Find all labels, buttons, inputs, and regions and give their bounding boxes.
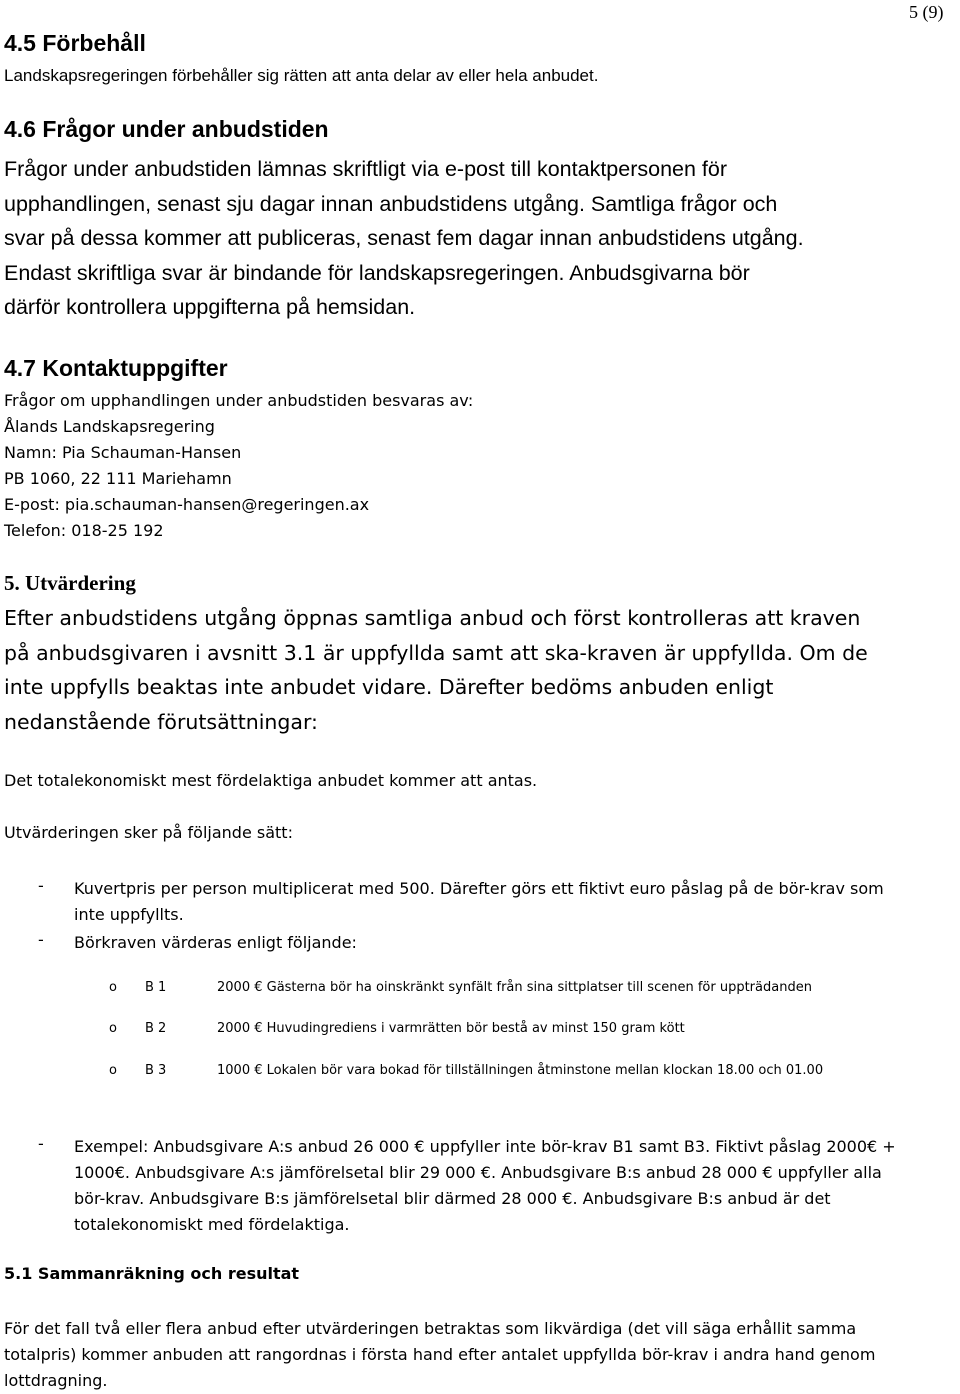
bullet-marker: -: [38, 930, 44, 949]
bullet-item-example: [74, 1134, 896, 1238]
requirement-code: B 3: [145, 1063, 167, 1078]
paragraph-line: Frågor under anbudstiden lämnas skriftligt via e-post till kontaktpersonen för: [4, 157, 728, 181]
paragraph-line: totalpris) kommer anbuden att rangordnas i första hand efter antalet uppfyllda bör-krav i andra hand genom: [4, 1345, 876, 1364]
section-4-6-heading: 4.6 Frågor under anbudstiden: [4, 116, 329, 142]
section-5-1-paragraph: [4, 1316, 875, 1394]
requirement-code: B 1: [145, 980, 167, 995]
contact-phone: Telefon: 018-25 192: [4, 521, 164, 540]
bullet-line: Exempel: Anbudsgivare A:s anbud 26 000 € uppfyller inte bör-krav B1 samt B3. Fiktivt påslag 2000€ +: [74, 1137, 896, 1156]
paragraph-line: svar på dessa kommer att publiceras, senast fem dagar innan anbudstidens utgång.: [4, 226, 804, 250]
bullet-item-price: [74, 876, 884, 928]
bullet-line: totalekonomiskt med fördelaktiga.: [74, 1215, 350, 1234]
sub-bullet-marker: o: [109, 980, 117, 995]
requirement-code: B 2: [145, 1021, 167, 1036]
bullet-line: bör-krav. Anbudsgivare B:s jämförelsetal blir därmed 28 000 €. Anbudsgivare B:s anbud är det: [74, 1189, 831, 1208]
page-number: 5 (9): [909, 2, 944, 22]
paragraph-line: upphandlingen, senast sju dagar innan anbudstidens utgång. Samtliga frågor och: [4, 191, 778, 216]
bullet-line: Börkraven värderas enligt följande:: [74, 933, 357, 952]
paragraph-line: inte uppfylls beaktas inte anbudet vidare. Därefter bedöms anbuden enligt: [4, 675, 774, 699]
section-5-para-2: Utvärderingen sker på följande sätt:: [4, 823, 293, 842]
contact-organization: Ålands Landskapsregering: [4, 417, 215, 436]
contact-email: E-post: pia.schauman-hansen@regeringen.ax: [4, 495, 370, 514]
section-4-5-heading: 4.5 Förbehåll: [4, 30, 146, 56]
sub-bullet-marker: o: [109, 1063, 117, 1078]
section-5-intro: [4, 601, 868, 739]
section-4-5-text: Landskapsregeringen förbehåller sig rätten att anta delar av eller hela anbudet.: [4, 66, 599, 85]
bullet-marker: -: [38, 1134, 44, 1153]
bullet-marker: -: [38, 876, 44, 895]
sub-bullet-marker: o: [109, 1021, 117, 1036]
paragraph-line: nedanstående förutsättningar:: [4, 709, 318, 734]
contact-address: PB 1060, 22 111 Mariehamn: [4, 469, 232, 488]
bullet-line: inte uppfyllts.: [74, 905, 184, 924]
requirement-description: 1000 € Lokalen bör vara bokad för tillställningen åtminstone mellan klockan 18.00 och 01.00: [217, 1063, 824, 1078]
paragraph-line: lottdragning.: [4, 1371, 108, 1390]
requirement-description: 2000 € Huvudingrediens i varmrätten bör bestå av minst 150 gram kött: [217, 1021, 685, 1036]
bullet-line: Kuvertpris per person multiplicerat med 500. Därefter görs ett fiktivt euro påslag på de bör-krav som: [74, 879, 884, 898]
contact-details: [4, 388, 473, 544]
section-5-heading: 5. Utvärdering: [4, 571, 136, 595]
requirement-description: 2000 € Gästerna bör ha oinskränkt synfält från sina sittplatser till scenen för uppträdanden: [217, 980, 812, 995]
paragraph-line: Efter anbudstidens utgång öppnas samtliga anbud och först kontrolleras att kraven: [4, 606, 861, 630]
paragraph-line: För det fall två eller flera anbud efter utvärderingen betraktas som likvärdiga (det vill säga erhållit samma: [4, 1319, 857, 1338]
bullet-item-requirements: [74, 930, 357, 956]
paragraph-line: på anbudsgivaren i avsnitt 3.1 är uppfyllda samt att ska-kraven är uppfyllda. Om de: [4, 640, 868, 665]
bullet-line: 1000€. Anbudsgivare A:s jämförelsetal blir 29 000 €. Anbudsgivare B:s anbud 28 000 € uppfyller alla: [74, 1163, 882, 1182]
paragraph-line: därför kontrollera uppgifterna på hemsidan.: [4, 295, 416, 319]
section-5-1-heading: 5.1 Sammanräkning och resultat: [4, 1264, 300, 1283]
section-5-para-1: Det totalekonomiskt mest fördelaktiga anbudet kommer att antas.: [4, 771, 538, 790]
paragraph-line: Endast skriftliga svar är bindande för landskapsregeringen. Anbudsgivarna bör: [4, 260, 750, 285]
section-4-6-paragraph: [4, 152, 804, 325]
section-4-7-heading: 4.7 Kontaktuppgifter: [4, 355, 228, 381]
contact-intro: Frågor om upphandlingen under anbudstiden besvaras av:: [4, 391, 474, 410]
contact-name: Namn: Pia Schauman-Hansen: [4, 443, 242, 462]
